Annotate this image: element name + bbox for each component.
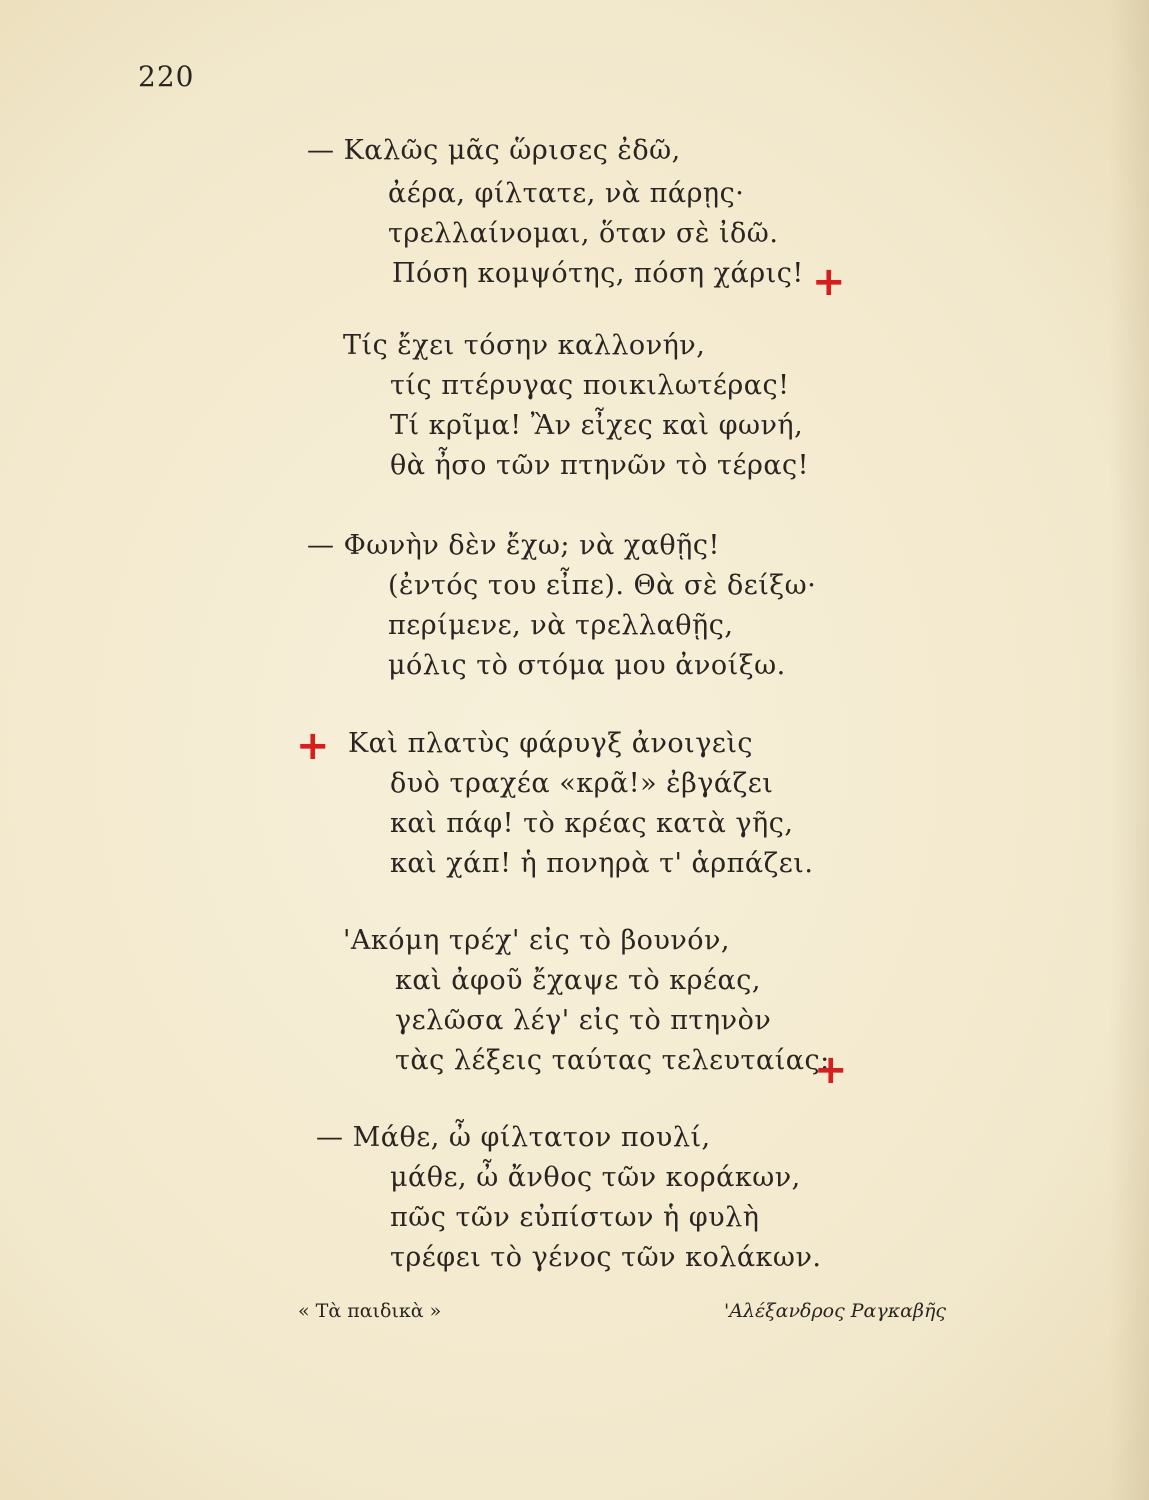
red-cross-mark-icon: + [296, 723, 330, 769]
source-citation: « Τὰ παιδικὰ » [298, 1300, 442, 1322]
poem-line: καὶ χάπ! ἡ πονηρὰ τ' ἁρπάζει. [390, 848, 814, 879]
poem-line: θὰ ἦσο τῶν πτηνῶν τὸ τέρας! [390, 450, 810, 481]
poem-line: ἀέρα, φίλτατε, νὰ πάρῃς· [388, 178, 745, 209]
poem-line: τίς πτέρυγας ποικιλωτέρας! [390, 370, 790, 401]
page-edge-shadow [1109, 0, 1149, 1500]
poem-line: — Φωνὴν δὲν ἔχω; νὰ χαθῇς! [307, 530, 720, 561]
poem-line: Καὶ πλατὺς φάρυγξ ἀνοιγεὶς [348, 728, 754, 759]
poem-line: — Μάθε, ὦ φίλτατον πουλί, [316, 1122, 711, 1153]
poem-line: — Καλῶς μᾶς ὥρισες ἐδῶ, [307, 135, 681, 166]
poem-line: τὰς λέξεις ταύτας τελευταίας: [395, 1045, 830, 1076]
poem-line: μόλις τὸ στόμα μου ἀνοίξω. [388, 650, 786, 681]
poem-line: τρελλαίνομαι, ὅταν σὲ ἰδῶ. [388, 218, 779, 249]
poem-line: Πόση κομψότης, πόση χάρις! [392, 258, 804, 289]
poem-line: (ἐντός του εἶπε). Θὰ σὲ δείξω· [388, 570, 817, 601]
poem-line: 'Ακόμη τρέχ' εἰς τὸ βουνόν, [343, 925, 731, 956]
poem-line: περίμενε, νὰ τρελλαθῇς, [388, 610, 734, 641]
page-number: 220 [138, 60, 195, 93]
poem-line: γελῶσα λέγ' εἰς τὸ πτηνὸν [395, 1005, 772, 1036]
author-name: 'Αλέξανδρος Ραγκαβῆς [724, 1300, 947, 1322]
poem-line: τρέφει τὸ γένος τῶν κολάκων. [390, 1242, 822, 1273]
poem-line: καὶ ἀφοῦ ἔχαψε τὸ κρέας, [395, 965, 761, 996]
poem-line: μάθε, ὦ ἄνθος τῶν κοράκων, [390, 1162, 801, 1193]
red-cross-mark-icon: + [814, 1047, 848, 1093]
red-cross-mark-icon: + [812, 259, 846, 305]
poem-line: καὶ πάφ! τὸ κρέας κατὰ γῆς, [390, 808, 794, 839]
poem-line: πῶς τῶν εὐπίστων ἡ φυλὴ [390, 1202, 760, 1233]
poem-line: Τί κρῖμα! Ἂν εἶχες καὶ φωνή, [390, 410, 804, 441]
poem-line: δυὸ τραχέα «κρᾶ!» ἐβγάζει [390, 768, 774, 799]
poem-line: Τίς ἔχει τόσην καλλονήν, [343, 330, 706, 361]
